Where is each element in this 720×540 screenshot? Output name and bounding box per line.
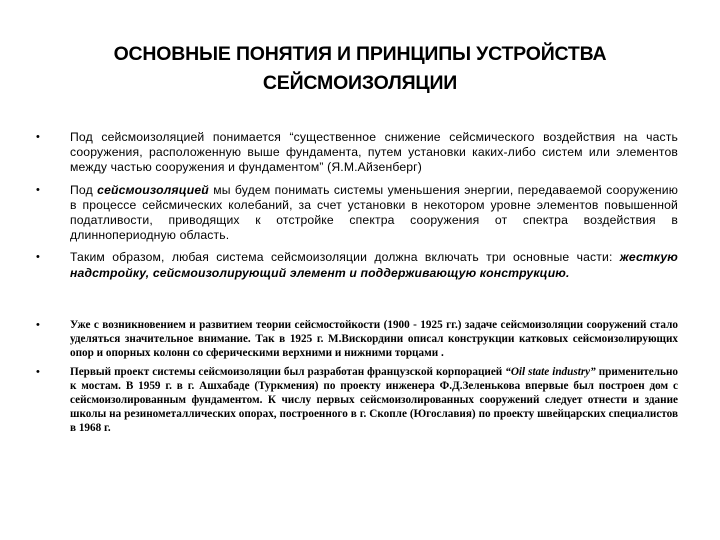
list-item-three-parts	[36, 250, 678, 280]
item-text: Уже с возникновением и развитием теории сейсмостойкости (1900 - 1925 гг.) задаче сейсмоизоляции сооружений стало уделяться значительное внимание. Так в 1925 г. М.Вискордини описал конструкции катковых сейсмоизолирующих опор и опорных колонн со сферическими верхними и нижними торцами .	[70, 319, 678, 360]
bullet-icon: •	[36, 183, 41, 196]
item-text-after: мы будем понимать системы уменьшения энергии, передаваемой сооружению в процессе сейсмических колебаний, за счет установки в некотором уровне элементов повышенной податливости, приводящих к отстройке спектра сооружения от спектра воздействия в длиннопериодную область.	[70, 182, 679, 243]
item-text-before: Под	[70, 182, 98, 197]
history-list	[36, 318, 678, 440]
item-emphasis: сейсмоизоляцией	[97, 182, 209, 197]
item-text: Под сейсмоизоляцией понимается “существенное снижение сейсмического воздействия на часть сооружения, расположенную выше фундамента, путем установки каких-либо систем или элементов между частью сооружения и фундаментом” (Я.М.Айзенберг)	[70, 130, 678, 175]
item-text-before: Первый проект системы сейсмоизоляции был разработан французской корпорацией	[70, 365, 506, 378]
title-line-1: ОСНОВНЫЕ ПОНЯТИЯ И ПРИНЦИПЫ УСТРОЙСТВА	[113, 43, 607, 65]
item-text-after: применительно к мостам. В 1959 г. в г. Ашхабаде (Туркмения) по проекту инженера Ф.Д.Зеленькова впервые был построен дом с сейсмоизолированным фундаментом. К числу первых сейсмоизолированных сооружений следует отнести и здание школы на резинометаллических опорах, построенного в г. Скопле (Югославия) по проекту швейцарских специалистов в 1968 г.	[70, 365, 678, 435]
bullet-icon: •	[36, 251, 41, 264]
item-text-before: Таким образом, любая система сейсмоизоляции должна включать три основные части:	[70, 250, 620, 265]
list-item-history-1925	[36, 318, 678, 361]
definitions-list	[36, 130, 678, 288]
list-item-definition-ours	[36, 183, 678, 244]
item-emphasis: жесткую надстройку, сейсмоизолирующий элемент и поддерживающую конструкцию.	[70, 250, 678, 280]
item-emphasis: “Oil state industry”	[505, 365, 596, 378]
bullet-icon: •	[36, 131, 41, 143]
bullet-icon: •	[36, 365, 40, 378]
bullet-icon: •	[36, 319, 40, 331]
list-item-first-project	[36, 365, 678, 436]
list-item-definition-aizenberg	[36, 130, 678, 176]
page-title	[30, 40, 690, 98]
title-line-2: СЕЙСМОИЗОЛЯЦИИ	[262, 72, 458, 94]
